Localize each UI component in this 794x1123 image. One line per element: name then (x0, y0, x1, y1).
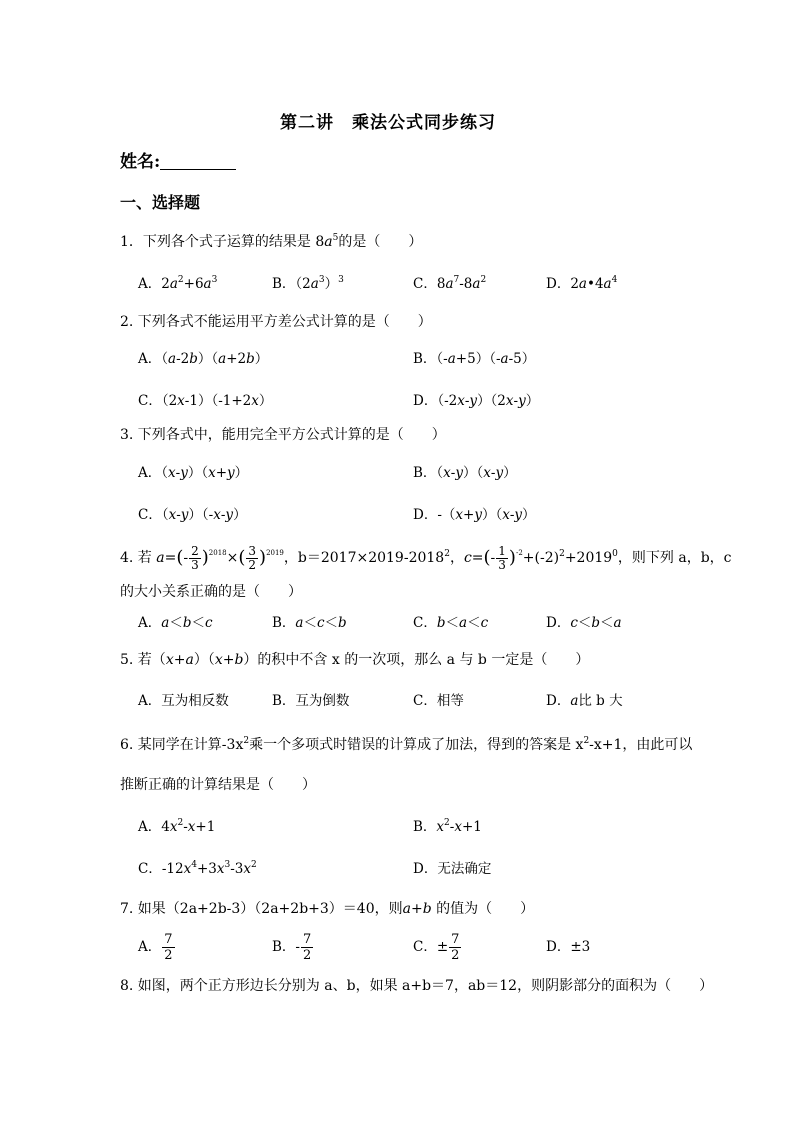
name-field (120, 147, 236, 172)
question-2: 2. 下列各式不能运用平方差公式计算的是（ ） (120, 314, 432, 330)
question-4-line2: 的大小关系正确的是（ ） (120, 584, 302, 600)
question-5: 5. 若（x+a）（x+b）的积中不含 x 的一次项，那么 a 与 b 一定是（ ） (120, 652, 590, 668)
section-heading: 一、选择题 (120, 193, 201, 212)
q2-option-c[interactable]: C．（2x-1）（-1+2x） (138, 393, 273, 409)
q2-option-b[interactable]: B．（-a+5）（-a-5） (413, 351, 536, 367)
name-blank[interactable] (160, 151, 236, 170)
q5-option-a[interactable]: A．互为相反数 (138, 693, 229, 709)
name-label: 姓名: (120, 152, 161, 172)
q6-option-d[interactable]: D．无法确定 (413, 861, 492, 877)
q3-option-c[interactable]: C．（x-y）（-x-y） (138, 507, 247, 523)
question-1: 1．下列各个式子运算的结果是 $8a^5$的是（ ） (120, 233, 423, 250)
question-7: 7. 如果（2a+2b-3）（2a+2b+3）＝40，则a+b 的值为（ ） (120, 901, 535, 917)
q2-option-a[interactable]: A．（a-2b）（a+2b） (138, 351, 269, 367)
q1-option-a[interactable]: A．$2a^2+6a^3$ (138, 275, 218, 292)
q4-option-a[interactable]: A．a＜b＜c (138, 615, 213, 631)
q5-option-b[interactable]: B．互为倒数 (272, 693, 350, 709)
q4-option-c[interactable]: C．b＜a＜c (413, 615, 489, 631)
q4-option-b[interactable]: B．a＜c＜b (272, 615, 347, 631)
q2-option-d[interactable]: D．（-2x-y）（2x-y） (413, 393, 540, 409)
q4-option-d[interactable]: D．c＜b＜a (546, 615, 622, 631)
q3-option-b[interactable]: B．（x-y）（x-y） (413, 465, 517, 481)
q7-option-d[interactable]: D．±3 (546, 939, 591, 955)
question-4: 4. 若 a=(- $\frac{2}{3}$ )$^{2018}$×( $\frac{3}{2}$ )$^{2019}$，$b=2017\times 2019-2018^2$，c=(- $\frac{1}{3}$ )$^{-2}+(-2)^2+2019^0$，则下列 a，b，c (120, 543, 732, 572)
question-3: 3. 下列各式中，能用完全平方公式计算的是（ ） (120, 427, 446, 443)
question-8: 8. 如图，两个正方形边长分别为 a、b，如果 a+b＝7，ab＝12，则阴影部分的面积为（ ） (120, 978, 714, 994)
q3-option-a[interactable]: A．（x-y）（x+y） (138, 465, 249, 481)
q6-option-c[interactable]: C．$-12x^4+3x^3-3x^2$ (138, 860, 257, 877)
q1-option-c[interactable]: C．$8a^7-8a^2$ (413, 275, 487, 292)
q7-option-b[interactable]: B．- $\frac{7}{2}$ (272, 932, 312, 963)
q6-option-a[interactable]: A．$4x^2-x+1$ (138, 818, 216, 835)
q7-option-a[interactable]: A． $\frac{7}{2}$ (138, 932, 173, 963)
page-title: 第二讲 乘法公式同步练习 (280, 113, 496, 133)
q1-option-d[interactable]: D．$2a•4a^4$ (546, 275, 618, 292)
q3-option-d[interactable]: D．-（x+y）（x-y） (413, 507, 536, 523)
question-6: 6. 某同学在计算$-3x^2$乘一个多项式时错误的计算成了加法，得到的答案是 $x^2-x+1$，由此可以 (120, 736, 693, 753)
q5-option-d[interactable]: D．a比 b 大 (546, 693, 623, 709)
q5-option-c[interactable]: C．相等 (413, 693, 464, 709)
q1-option-b[interactable]: B．$(2a^3)^3$ (272, 275, 344, 292)
q7-option-c[interactable]: C．± $\frac{7}{2}$ (413, 932, 460, 963)
question-6-line2: 推断正确的计算结果是（ ） (120, 777, 316, 793)
q6-option-b[interactable]: B．$x^2-x+1$ (413, 818, 482, 835)
